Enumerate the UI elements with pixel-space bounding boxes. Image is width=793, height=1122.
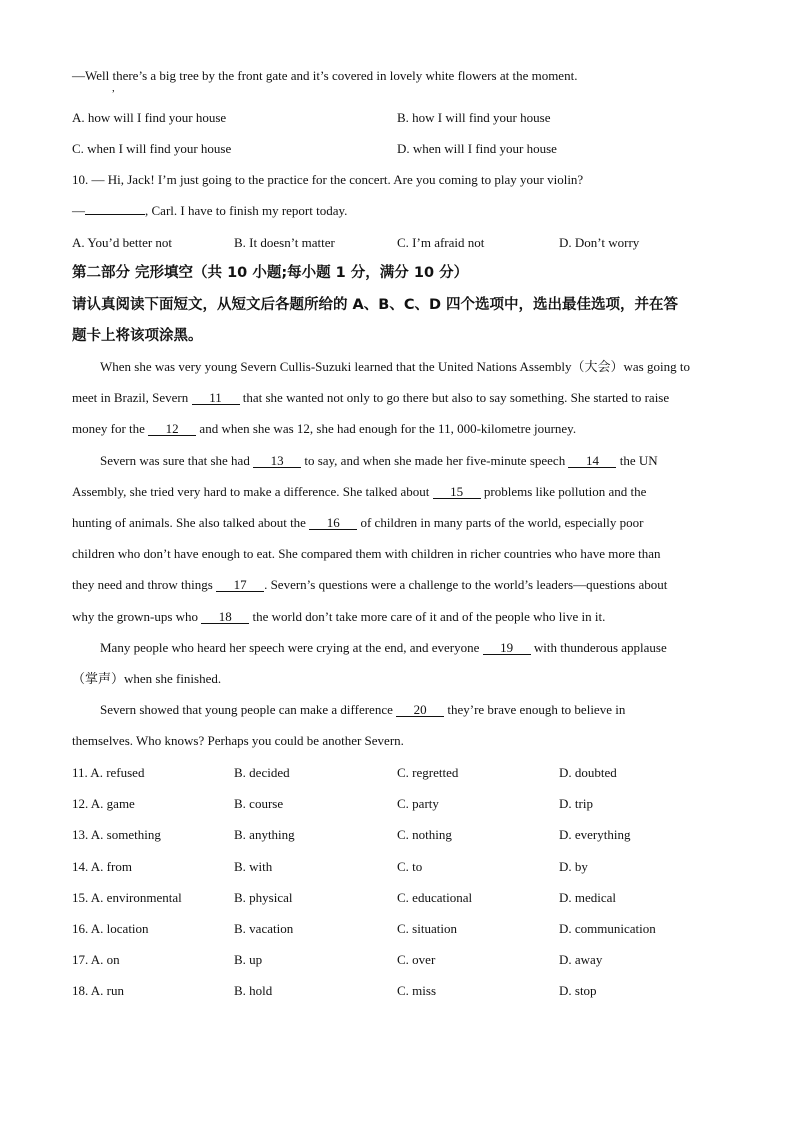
answer-blank: [85, 214, 145, 215]
question-13-option-d: D. everything: [559, 827, 631, 843]
question-18-option-d: D. stop: [559, 983, 597, 999]
question-11-option-d: D. doubted: [559, 765, 617, 780]
blank-16: 16: [309, 516, 357, 530]
section-title: 第二部分 完形填空（共 10 小题;每小题 1 分，满分 10 分）: [72, 265, 469, 281]
q9-option-a: A. how will I find your house: [72, 110, 227, 125]
blank-13: 13: [253, 454, 301, 468]
passage-text: hunting of animals. She also talked about the: [72, 515, 310, 530]
question-16-option-d: D. communication: [559, 921, 656, 936]
question-14-option-b: B. with: [234, 858, 273, 874]
passage-text: Assembly, she tried very hard to make a difference. She talked about: [72, 483, 433, 499]
dash: —: [72, 203, 85, 218]
question-14-option-c: C. to: [397, 858, 423, 874]
passage-text: they’re brave enough to believe in: [444, 702, 626, 718]
section-instruction: 请认真阅读下面短文，从短文后各题所给的 A、B、C、D 四个选项中，选出最佳选项，并在答: [72, 297, 679, 313]
blank-18: 18: [201, 610, 249, 624]
question-12-option-a: 12. A. game: [72, 796, 135, 812]
q9-dialogue-line: —Well there’s a big tree by the front gate and it’s covered in lovely white flowers at the moment.: [72, 68, 578, 83]
question-16-option-c: C. situation: [397, 921, 457, 936]
passage-text: . Severn’s questions were a challenge to the world’s leaders—questions about: [264, 577, 668, 593]
passage-text: the world don’t take more care of it and of the people who live in it.: [249, 608, 606, 624]
question-17-option-c: C. over: [397, 952, 436, 968]
q9-option-b: B. how I will find your house: [397, 110, 551, 125]
passage-line: [72, 515, 644, 531]
question-11-option-b: B. decided: [234, 765, 290, 780]
passage-text: and when she was 12, she had enough for the 11, 000-kilometre journey.: [196, 421, 577, 437]
question-18-option-c: C. miss: [397, 983, 437, 999]
passage-text: that she wanted not only to go there but also to say something. She started to raise: [239, 390, 670, 406]
question-17-option-b: B. up: [234, 952, 263, 968]
question-13-option-b: B. anything: [234, 827, 295, 843]
passage-text: why the grown-ups who: [72, 608, 202, 624]
passage-text: children who don’t have enough to eat. She compared them with children in richer countries who have more than: [72, 546, 661, 562]
question-18-option-b: B. hold: [234, 983, 273, 999]
q9-option-c: C. when I will find your house: [72, 141, 232, 156]
question-17-option-d: D. away: [559, 952, 603, 968]
blank-15: 15: [433, 485, 481, 499]
passage-text: money for the: [72, 421, 149, 437]
passage-line: [72, 546, 661, 562]
question-13-option-a: 13. A. something: [72, 827, 161, 843]
passage-line: [72, 577, 667, 593]
passage-line: [100, 640, 667, 656]
passage-text: （掌声）when she finished.: [72, 671, 222, 686]
passage-text: themselves. Who knows? Perhaps you could be another Severn.: [72, 733, 404, 749]
passage-text: Many people who heard her speech were crying at the end, and everyone: [100, 639, 483, 655]
q10-answer-line: [72, 203, 347, 219]
blank-20: 20: [396, 703, 444, 717]
passage-line: [72, 484, 646, 500]
passage-line: [72, 390, 669, 406]
passage-text: problems like pollution and the: [480, 483, 647, 499]
passage-text: Severn was sure that she had: [100, 452, 254, 468]
q10-question: 10. — Hi, Jack! I’m just going to the practice for the concert. Are you coming to play your violin?: [72, 172, 584, 187]
blank-12: 12: [148, 422, 196, 436]
passage-text: When she was very young Severn Cullis-Suzuki learned that the United Nations Assembly（大会）was going to: [100, 359, 690, 374]
blank-19: 19: [483, 641, 531, 655]
question-15-option-b: B. physical: [234, 889, 293, 905]
q10-option-d: D. Don’t worry: [559, 235, 640, 250]
blank-11: 11: [192, 391, 240, 405]
question-11-option-c: C. regretted: [397, 765, 459, 780]
question-12-option-b: B. course: [234, 796, 284, 812]
q9-stray-comma: ,: [112, 82, 115, 94]
passage-line: [100, 702, 625, 718]
question-11-option-a: 11. A. refused: [72, 765, 145, 780]
question-14-option-d: D. by: [559, 858, 588, 874]
q10-option-c: C. I’m afraid not: [397, 235, 485, 250]
question-15-option-a: 15. A. environmental: [72, 889, 182, 905]
q10-option-b: B. It doesn’t matter: [234, 235, 335, 250]
passage-line: [72, 733, 404, 749]
section-instruction-cont: 题卡上将该项涂黑。: [72, 328, 203, 344]
question-15-option-d: D. medical: [559, 889, 617, 905]
passage-line: [72, 421, 576, 437]
passage-text: of children in many parts of the world, especially poor: [357, 515, 644, 530]
passage-text: Severn showed that young people can make a difference: [100, 702, 397, 718]
question-12-option-c: C. party: [397, 796, 439, 812]
passage-line: [100, 453, 658, 469]
passage-text: with thunderous applause: [530, 639, 667, 655]
blank-14: 14: [568, 454, 616, 468]
q9-option-d: D. when will I find your house: [397, 141, 557, 156]
passage-text: meet in Brazil, Severn: [72, 390, 192, 406]
passage-line: [72, 671, 221, 687]
passage-text: to say, and when she made her five-minute speech: [301, 452, 569, 468]
question-13-option-c: C. nothing: [397, 827, 452, 843]
passage-line: [100, 359, 690, 375]
q10-option-a: A. You’d better not: [72, 235, 173, 250]
question-12-option-d: D. trip: [559, 796, 593, 812]
question-18-option-a: 18. A. run: [72, 983, 124, 999]
question-15-option-c: C. educational: [397, 889, 473, 905]
passage-line: [72, 609, 605, 625]
question-17-option-a: 17. A. on: [72, 952, 120, 968]
blank-17: 17: [216, 578, 264, 592]
question-16-option-b: B. vacation: [234, 921, 294, 936]
passage-text: they need and throw things: [72, 577, 217, 593]
passage-text: the UN: [616, 452, 658, 468]
question-14-option-a: 14. A. from: [72, 858, 132, 874]
question-16-option-a: 16. A. location: [72, 921, 149, 936]
q10-answer-text: , Carl. I have to finish my report today.: [145, 203, 348, 218]
